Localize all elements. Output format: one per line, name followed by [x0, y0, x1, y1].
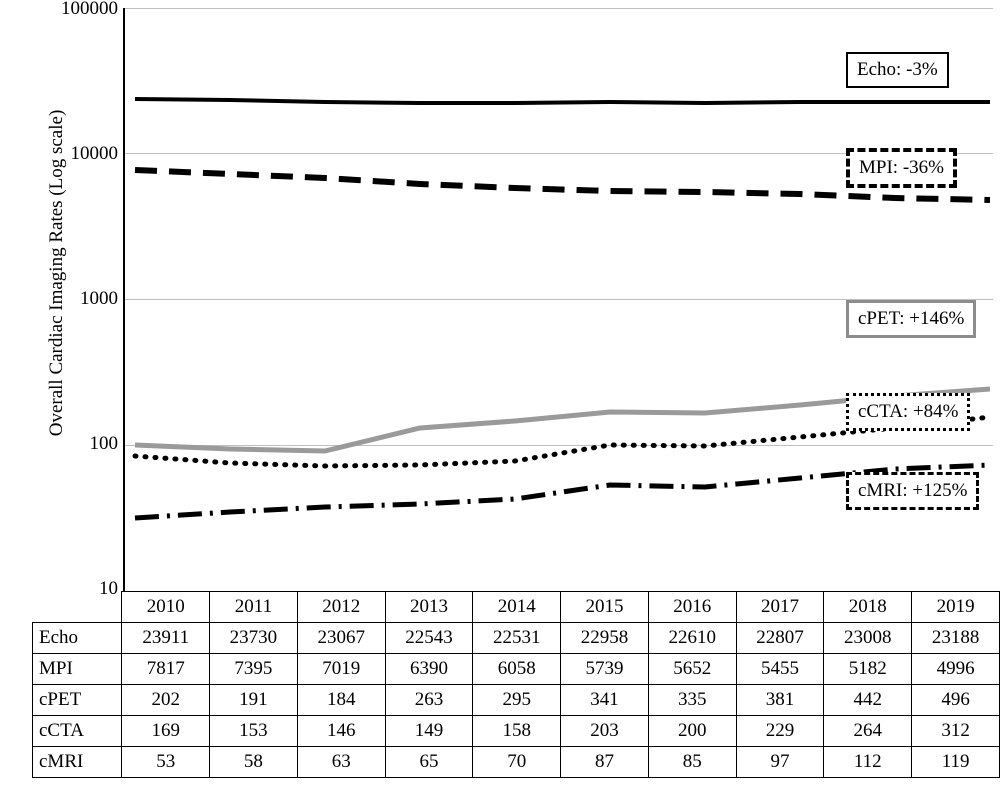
table-cell: 23188 — [912, 623, 1000, 654]
callout-ccta: cCTA: +84% — [846, 393, 970, 431]
table-cell: 191 — [210, 685, 298, 716]
table-cell: 22958 — [561, 623, 649, 654]
row-label-mpi: MPI — [33, 654, 122, 685]
table-cell: 22531 — [473, 623, 561, 654]
year-header: 2014 — [473, 592, 561, 623]
table-cell: 153 — [210, 716, 298, 747]
table-cell: 53 — [122, 747, 210, 778]
table-cell: 229 — [736, 716, 824, 747]
table-cell: 65 — [385, 747, 473, 778]
y-tick-10000: 10000 — [70, 143, 118, 164]
y-tick-10: 10 — [99, 578, 118, 599]
table-cell: 200 — [648, 716, 736, 747]
y-tick-1000: 1000 — [80, 288, 118, 309]
year-header: 2018 — [824, 592, 912, 623]
year-header: 2015 — [561, 592, 649, 623]
callout-cpet: cPET: +146% — [846, 300, 976, 338]
row-label-cpet: cPET — [33, 685, 122, 716]
table-cell: 5455 — [736, 654, 824, 685]
table-cell: 23067 — [297, 623, 385, 654]
table-cell: 22807 — [736, 623, 824, 654]
table-header-row — [33, 592, 1000, 623]
callout-echo: Echo: -3% — [846, 52, 949, 88]
table-cell: 184 — [297, 685, 385, 716]
year-header: 2011 — [210, 592, 298, 623]
table-cell: 7395 — [210, 654, 298, 685]
year-header: 2019 — [912, 592, 1000, 623]
table-cell: 442 — [824, 685, 912, 716]
table-cell: 312 — [912, 716, 1000, 747]
table-cell: 5182 — [824, 654, 912, 685]
table-cell: 169 — [122, 716, 210, 747]
table-row — [33, 685, 1000, 716]
table-cell: 63 — [297, 747, 385, 778]
row-label-cmri: cMRI — [33, 747, 122, 778]
row-label-ccta: cCTA — [33, 716, 122, 747]
y-axis-title: Overall Cardiac Imaging Rates (Log scale) — [46, 109, 67, 437]
table-cell: 202 — [122, 685, 210, 716]
table-cell: 203 — [561, 716, 649, 747]
table-row — [33, 747, 1000, 778]
table-cell: 6390 — [385, 654, 473, 685]
year-header: 2013 — [385, 592, 473, 623]
row-label-echo: Echo — [33, 623, 122, 654]
callout-cmri: cMRI: +125% — [846, 472, 979, 510]
table-cell: 5652 — [648, 654, 736, 685]
table-cell: 119 — [912, 747, 1000, 778]
series-line-echo — [135, 99, 990, 103]
table-cell: 4996 — [912, 654, 1000, 685]
table-cell: 5739 — [561, 654, 649, 685]
table-cell: 496 — [912, 685, 1000, 716]
table-cell: 381 — [736, 685, 824, 716]
table-cell: 263 — [385, 685, 473, 716]
year-header: 2016 — [648, 592, 736, 623]
table-cell: 6058 — [473, 654, 561, 685]
table-cell: 7817 — [122, 654, 210, 685]
table-cell: 97 — [736, 747, 824, 778]
table-cell: 23911 — [122, 623, 210, 654]
data-table — [32, 591, 1000, 778]
table-cell: 87 — [561, 747, 649, 778]
table-cell: 58 — [210, 747, 298, 778]
table-cell: 149 — [385, 716, 473, 747]
table-cell: 341 — [561, 685, 649, 716]
year-header: 2012 — [297, 592, 385, 623]
table-row — [33, 654, 1000, 685]
table-row — [33, 623, 1000, 654]
table-cell: 146 — [297, 716, 385, 747]
table-cell: 22610 — [648, 623, 736, 654]
table-cell: 85 — [648, 747, 736, 778]
table-cell: 112 — [824, 747, 912, 778]
table-cell: 264 — [824, 716, 912, 747]
table-cell: 335 — [648, 685, 736, 716]
year-header: 2010 — [122, 592, 210, 623]
table-cell: 158 — [473, 716, 561, 747]
table-cell: 7019 — [297, 654, 385, 685]
table-cell: 23730 — [210, 623, 298, 654]
y-tick-100000: 100000 — [61, 0, 118, 19]
table-cell: 295 — [473, 685, 561, 716]
table-cell: 22543 — [385, 623, 473, 654]
y-tick-100: 100 — [89, 433, 118, 454]
callout-mpi: MPI: -36% — [846, 148, 957, 188]
year-header: 2017 — [736, 592, 824, 623]
table-corner — [33, 592, 122, 623]
table-cell: 23008 — [824, 623, 912, 654]
table-row — [33, 716, 1000, 747]
table-cell: 70 — [473, 747, 561, 778]
